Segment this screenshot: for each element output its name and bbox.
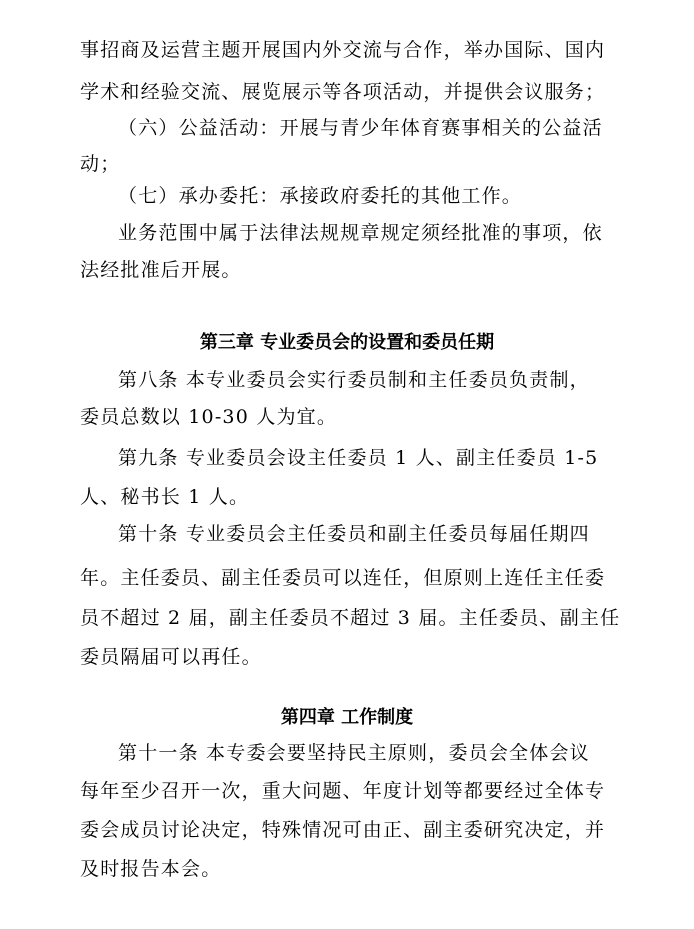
paragraph-line: 第十一条 本专委会要坚持民主原则，委员会全体会议 — [118, 742, 590, 764]
paragraph-line: 员不超过 2 届，副主任委员不超过 3 届。主任委员、副主任 — [80, 607, 621, 629]
paragraph-line: 每年至少召开一次，重大问题、年度计划等都要经过全体专 — [80, 780, 606, 802]
paragraph-line: 委员总数以 10-30 人为宜。 — [80, 406, 338, 428]
chapter-heading: 第四章 工作制度 — [280, 707, 414, 728]
paragraph-line: 及时报告本会。 — [80, 858, 222, 880]
paragraph-line: 动； — [80, 153, 121, 175]
paragraph-line: 年。主任委员、副主任委员可以连任，但原则上连任主任委 — [80, 567, 606, 589]
paragraph-line: 委员隔届可以再任。 — [80, 646, 262, 668]
paragraph-line: 学术和经验交流、展览展示等各项活动，并提供会议服务； — [80, 81, 606, 103]
chapter-heading: 第三章 专业委员会的设置和委员任期 — [199, 332, 495, 353]
paragraph-line: 委会成员讨论决定，特殊情况可由正、副主委研究决定，并 — [80, 819, 606, 841]
paragraph-line: 业务范围中属于法律法规规章规定须经批准的事项，依 — [118, 222, 603, 244]
paragraph-line: 事招商及运营主题开展国内外交流与合作，举办国际、国内 — [80, 39, 606, 61]
paragraph-line: 法经批准后开展。 — [80, 259, 242, 281]
paragraph-line: （六）公益活动：开展与青少年体育赛事相关的公益活 — [118, 117, 603, 139]
paragraph-line: （七）承办委托：承接政府委托的其他工作。 — [118, 185, 523, 207]
paragraph-line: 第八条 本专业委员会实行委员制和主任委员负责制， — [118, 369, 590, 391]
paragraph-line: 人、秘书长 1 人。 — [80, 486, 250, 508]
paragraph-line: 第九条 专业委员会设主任委员 1 人、副主任委员 1-5 — [118, 447, 599, 469]
paragraph-line: 第十条 专业委员会主任委员和副主任委员每届任期四 — [118, 523, 590, 545]
